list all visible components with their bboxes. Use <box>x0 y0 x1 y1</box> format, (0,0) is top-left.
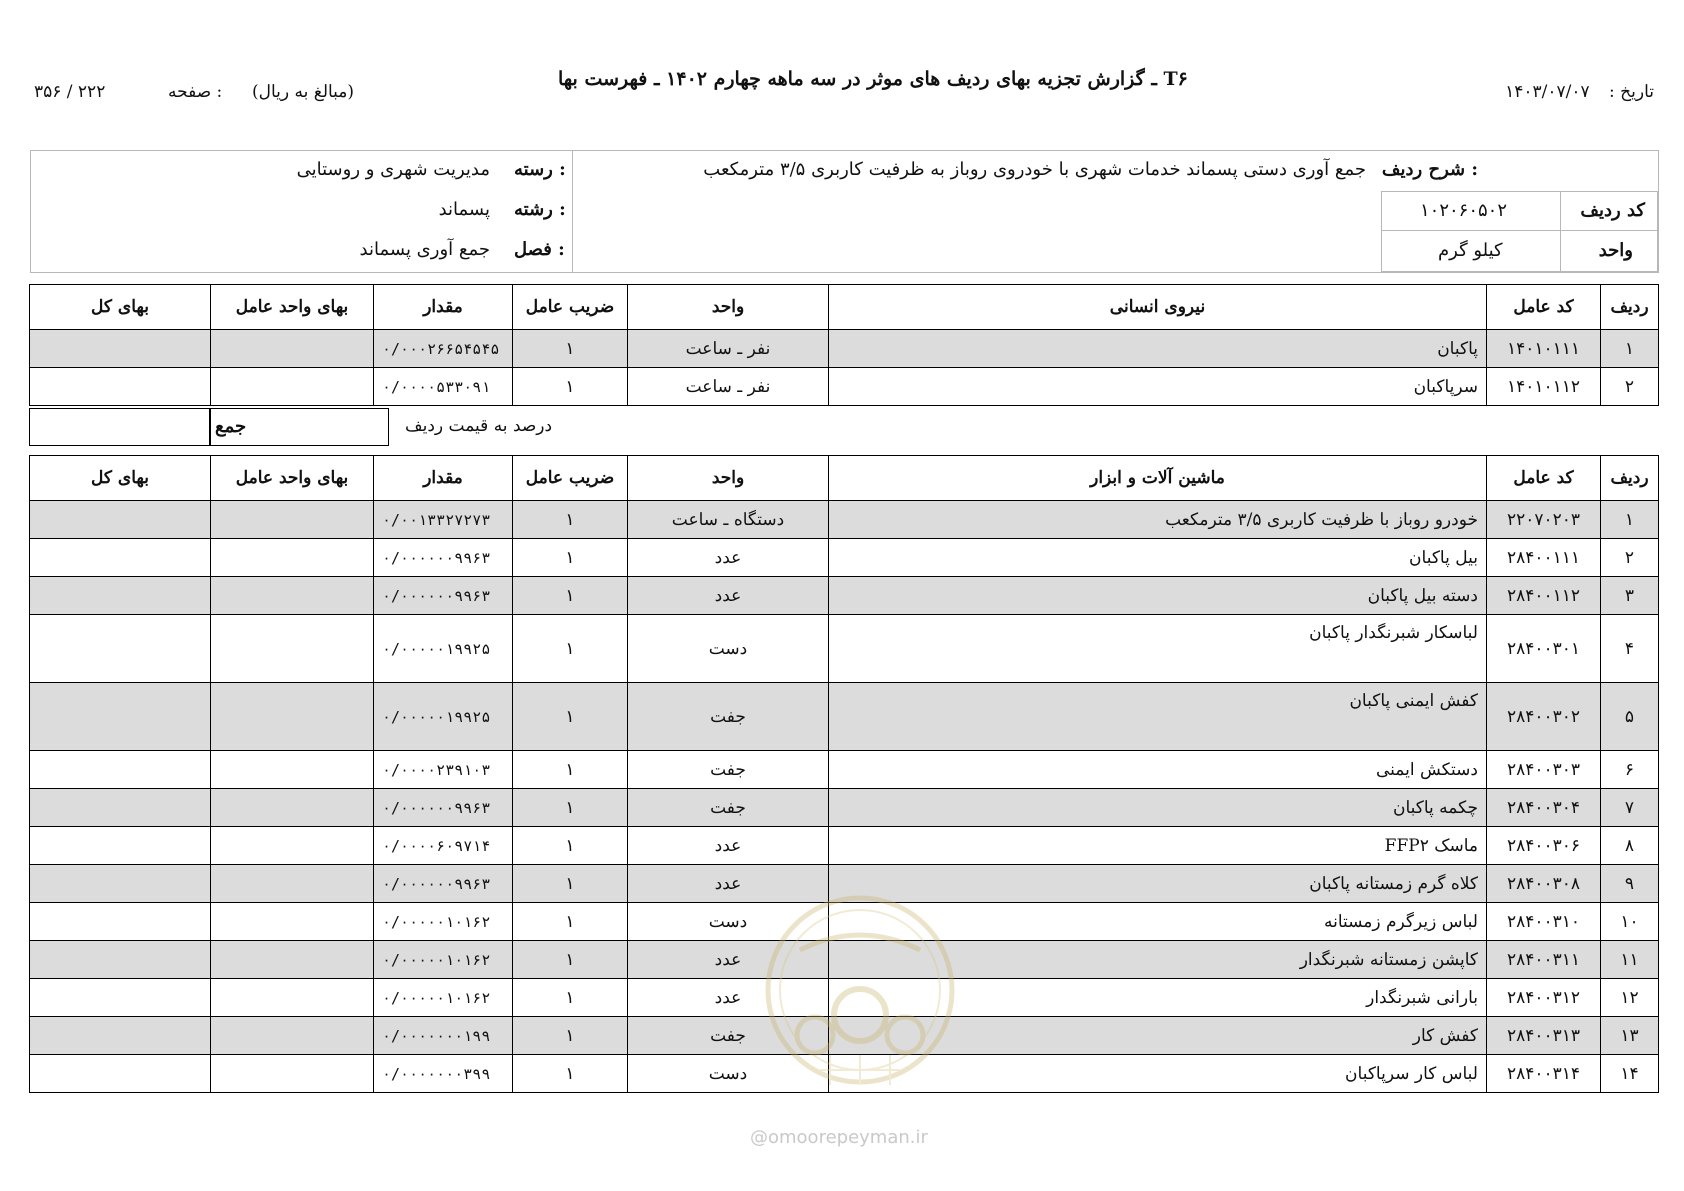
unit-label-cell <box>1560 230 1658 272</box>
factor-quantity: ۰/۰۰۰۰۰۰۹۹۶۳ <box>374 865 513 903</box>
sum-separator <box>209 409 211 445</box>
description-label: شرح ردیف : <box>1381 159 1478 180</box>
factor-unit: دستگاه ـ ساعت <box>628 501 829 539</box>
col-name-header: نیروی انسانی <box>829 285 1487 330</box>
factor-name: دسته بیل پاکبان <box>829 577 1487 615</box>
factor-name: دستکش ایمنی <box>829 751 1487 789</box>
field-label: رشته : <box>514 199 566 220</box>
factor-code: ۱۴۰۱۰۱۱۲ <box>1487 368 1601 406</box>
factor-coefficient: ۱ <box>513 615 628 683</box>
item-code-value: ۱۰۲۰۶۰۵۰۲ <box>1420 200 1508 221</box>
col-unit-price-header: بهای واحد عامل <box>211 456 374 501</box>
total-price-cell <box>30 789 211 827</box>
total-price-cell <box>30 368 211 406</box>
factor-coefficient: ۱ <box>513 865 628 903</box>
factor-quantity: ۰/۰۰۱۳۳۲۷۲۷۳ <box>374 501 513 539</box>
factor-name: کلاه گرم زمستانه پاکبان <box>829 865 1487 903</box>
page-number: ۳۵۶ / ۲۲۲ <box>34 82 106 102</box>
table-row <box>30 501 1659 539</box>
machinery-header-row <box>30 456 1659 501</box>
factor-coefficient: ۱ <box>513 827 628 865</box>
unit-value-cell <box>1381 230 1561 272</box>
total-price-cell <box>30 615 211 683</box>
factor-quantity: ۰/۰۰۰۰۰۱۹۹۲۵ <box>374 615 513 683</box>
factor-name: کفش ایمنی پاکبان <box>829 683 1487 751</box>
factor-code: ۲۸۴۰۰۳۰۱ <box>1487 615 1601 683</box>
col-coef-header: ضریب عامل <box>513 285 628 330</box>
total-price-cell <box>30 683 211 751</box>
total-price-cell <box>30 865 211 903</box>
total-price-cell <box>30 903 211 941</box>
watermark-logo <box>760 890 960 1110</box>
row-number: ۴ <box>1601 615 1659 683</box>
unit-price-cell <box>211 501 374 539</box>
sum-label: جمع <box>215 416 247 437</box>
factor-quantity: ۰/۰۰۰۰۰۰۹۹۶۳ <box>374 789 513 827</box>
row-number: ۱۲ <box>1601 979 1659 1017</box>
item-code-label: کد ردیف <box>1580 200 1645 221</box>
factor-code: ۲۲۰۷۰۲۰۳ <box>1487 501 1601 539</box>
page-label: صفحه : <box>168 82 223 102</box>
factor-coefficient: ۱ <box>513 1017 628 1055</box>
table-row <box>30 368 1659 406</box>
col-unit-price-header: بهای واحد عامل <box>211 285 374 330</box>
code-value-cell <box>1381 191 1561 231</box>
unit-price-cell <box>211 789 374 827</box>
factor-quantity: ۰/۰۰۰۰۰۱۰۱۶۲ <box>374 941 513 979</box>
factor-unit: جفت <box>628 751 829 789</box>
factor-name: پاکبان <box>829 330 1487 368</box>
sum-box <box>29 408 389 446</box>
chapter-value: جمع آوری پسماند <box>359 239 490 260</box>
table-row <box>30 539 1659 577</box>
factor-name: بارانی شبرنگدار <box>829 979 1487 1017</box>
row-number: ۳ <box>1601 577 1659 615</box>
watermark-site: @omoorepeyman.ir <box>750 1127 928 1148</box>
col-row-header: ردیف <box>1601 285 1659 330</box>
factor-coefficient: ۱ <box>513 789 628 827</box>
col-qty-header: مقدار <box>374 456 513 501</box>
date-label: تاریخ : <box>1609 82 1654 102</box>
row-number: ۱ <box>1601 330 1659 368</box>
col-coef-header: ضریب عامل <box>513 456 628 501</box>
factor-code: ۲۸۴۰۰۳۰۴ <box>1487 789 1601 827</box>
unit-price-cell <box>211 941 374 979</box>
code-label-cell <box>1560 191 1658 231</box>
currency-note: (مبالغ به ریال) <box>252 82 355 102</box>
field-value: پسماند <box>438 199 490 220</box>
table-row <box>30 577 1659 615</box>
factor-coefficient: ۱ <box>513 941 628 979</box>
factor-coefficient: ۱ <box>513 979 628 1017</box>
category-value: مدیریت شهری و روستایی <box>296 159 490 180</box>
row-number: ۲ <box>1601 539 1659 577</box>
factor-name: لباسکار شبرنگدار پاکبان <box>829 615 1487 683</box>
factor-name: خودرو روباز با ظرفیت کاربری ۳/۵ مترمکعب <box>829 501 1487 539</box>
factor-coefficient: ۱ <box>513 501 628 539</box>
factor-coefficient: ۱ <box>513 577 628 615</box>
unit-price-cell <box>211 865 374 903</box>
factor-code: ۲۸۴۰۰۱۱۲ <box>1487 577 1601 615</box>
factor-name: کفش کار <box>829 1017 1487 1055</box>
factor-code: ۲۸۴۰۰۱۱۱ <box>1487 539 1601 577</box>
factor-unit: جفت <box>628 1017 829 1055</box>
description-value: جمع آوری دستی پسماند خدمات شهری با خودروی روباز به ظرفیت کاربری ۳/۵ مترمکعب <box>703 159 1366 180</box>
chapter-label: فصل : <box>514 239 565 260</box>
factor-unit: نفر ـ ساعت <box>628 368 829 406</box>
factor-quantity: ۰/۰۰۰۰۰۰۰۱۹۹ <box>374 1017 513 1055</box>
unit-price-cell <box>211 368 374 406</box>
table-row <box>30 751 1659 789</box>
unit-price-cell <box>211 1055 374 1093</box>
factor-name: کاپشن زمستانه شبرنگدار <box>829 941 1487 979</box>
row-number: ۱۰ <box>1601 903 1659 941</box>
factor-quantity: ۰/۰۰۰۰۰۱۰۱۶۲ <box>374 979 513 1017</box>
unit-price-cell <box>211 751 374 789</box>
row-number: ۵ <box>1601 683 1659 751</box>
factor-quantity: ۰/۰۰۰۰۵۳۳۰۹۱ <box>374 368 513 406</box>
factor-name: بیل پاکبان <box>829 539 1487 577</box>
unit-price-cell <box>211 683 374 751</box>
factor-quantity: ۰/۰۰۰۰۲۳۹۱۰۳ <box>374 751 513 789</box>
factor-coefficient: ۱ <box>513 539 628 577</box>
factor-unit: عدد <box>628 827 829 865</box>
factor-code: ۲۸۴۰۰۳۰۳ <box>1487 751 1601 789</box>
factor-code: ۲۸۴۰۰۳۰۲ <box>1487 683 1601 751</box>
factor-unit: عدد <box>628 577 829 615</box>
unit-price-cell <box>211 1017 374 1055</box>
factor-code: ۲۸۴۰۰۳۱۴ <box>1487 1055 1601 1093</box>
total-price-cell <box>30 1055 211 1093</box>
factor-quantity: ۰/۰۰۰۰۶۰۹۷۱۴ <box>374 827 513 865</box>
factor-coefficient: ۱ <box>513 683 628 751</box>
table-row <box>30 683 1659 751</box>
factor-quantity: ۰/۰۰۰۰۰۱۰۱۶۲ <box>374 903 513 941</box>
category-label: رسته : <box>514 159 566 180</box>
row-number: ۱۳ <box>1601 1017 1659 1055</box>
total-price-cell <box>30 941 211 979</box>
total-price-cell <box>30 539 211 577</box>
row-number: ۱۱ <box>1601 941 1659 979</box>
factor-code: ۲۸۴۰۰۳۰۶ <box>1487 827 1601 865</box>
item-unit-label: واحد <box>1598 240 1633 261</box>
factor-unit: عدد <box>628 941 829 979</box>
labor-table <box>29 284 1659 406</box>
factor-unit: دست <box>628 903 829 941</box>
item-info-box <box>30 150 1659 273</box>
total-price-cell <box>30 1017 211 1055</box>
factor-unit: نفر ـ ساعت <box>628 330 829 368</box>
col-unit-header: واحد <box>628 456 829 501</box>
col-row-header: ردیف <box>1601 456 1659 501</box>
factor-quantity: ۰/۰۰۰۰۰۱۹۹۲۵ <box>374 683 513 751</box>
factor-name: ماسک FFP۲ <box>829 827 1487 865</box>
col-code-header: کد عامل <box>1487 285 1601 330</box>
total-price-cell <box>30 827 211 865</box>
factor-coefficient: ۱ <box>513 1055 628 1093</box>
table-row <box>30 330 1659 368</box>
total-price-cell <box>30 979 211 1017</box>
col-unit-header: واحد <box>628 285 829 330</box>
col-name-header: ماشین آلات و ابزار <box>829 456 1487 501</box>
factor-unit: جفت <box>628 789 829 827</box>
factor-unit: عدد <box>628 979 829 1017</box>
table-row <box>30 615 1659 683</box>
info-divider <box>572 151 573 272</box>
labor-sum-row <box>29 408 1658 446</box>
row-number: ۲ <box>1601 368 1659 406</box>
unit-price-cell <box>211 539 374 577</box>
factor-coefficient: ۱ <box>513 330 628 368</box>
col-total-header: بهای کل <box>30 285 211 330</box>
unit-price-cell <box>211 979 374 1017</box>
factor-code: ۲۸۴۰۰۳۱۳ <box>1487 1017 1601 1055</box>
date-value: ۱۴۰۳/۰۷/۰۷ <box>1505 82 1590 102</box>
col-code-header: کد عامل <box>1487 456 1601 501</box>
report-title: T۶ ـ گزارش تجزیه بهای ردیف های موثر در سه ماهه چهارم ۱۴۰۲ ـ فهرست بها <box>558 68 1188 90</box>
factor-quantity: ۰/۰۰۰۰۰۰۹۹۶۳ <box>374 577 513 615</box>
factor-code: ۲۸۴۰۰۳۰۸ <box>1487 865 1601 903</box>
total-price-cell <box>30 501 211 539</box>
factor-quantity: ۰/۰۰۰۰۰۰۹۹۶۳ <box>374 539 513 577</box>
col-total-header: بهای کل <box>30 456 211 501</box>
factor-code: ۲۸۴۰۰۳۱۱ <box>1487 941 1601 979</box>
factor-coefficient: ۱ <box>513 368 628 406</box>
factor-name: چکمه پاکبان <box>829 789 1487 827</box>
total-price-cell <box>30 751 211 789</box>
factor-name: لباس زیرگرم زمستانه <box>829 903 1487 941</box>
percent-label: درصد به قیمت ردیف <box>405 416 553 436</box>
factor-coefficient: ۱ <box>513 751 628 789</box>
factor-unit: دست <box>628 1055 829 1093</box>
factor-name: سرپاکبان <box>829 368 1487 406</box>
row-number: ۷ <box>1601 789 1659 827</box>
factor-name: لباس کار سرپاکبان <box>829 1055 1487 1093</box>
row-number: ۱۴ <box>1601 1055 1659 1093</box>
col-qty-header: مقدار <box>374 285 513 330</box>
factor-coefficient: ۱ <box>513 903 628 941</box>
unit-price-cell <box>211 577 374 615</box>
item-unit-value: کیلو گرم <box>1438 240 1503 261</box>
table-row <box>30 789 1659 827</box>
total-price-cell <box>30 330 211 368</box>
row-number: ۱ <box>1601 501 1659 539</box>
row-number: ۸ <box>1601 827 1659 865</box>
unit-price-cell <box>211 330 374 368</box>
factor-code: ۲۸۴۰۰۳۱۰ <box>1487 903 1601 941</box>
factor-quantity: ۰/۰۰۰۲۶۶۵۴۵۴۵ <box>374 330 513 368</box>
factor-code: ۱۴۰۱۰۱۱۱ <box>1487 330 1601 368</box>
table-row <box>30 827 1659 865</box>
factor-code: ۲۸۴۰۰۳۱۲ <box>1487 979 1601 1017</box>
unit-price-cell <box>211 615 374 683</box>
unit-price-cell <box>211 903 374 941</box>
labor-header-row <box>30 285 1659 330</box>
row-number: ۹ <box>1601 865 1659 903</box>
factor-quantity: ۰/۰۰۰۰۰۰۰۳۹۹ <box>374 1055 513 1093</box>
date-field <box>1505 82 1654 102</box>
factor-unit: دست <box>628 615 829 683</box>
unit-price-cell <box>211 827 374 865</box>
factor-unit: عدد <box>628 865 829 903</box>
factor-unit: عدد <box>628 539 829 577</box>
row-number: ۶ <box>1601 751 1659 789</box>
factor-unit: جفت <box>628 683 829 751</box>
total-price-cell <box>30 577 211 615</box>
